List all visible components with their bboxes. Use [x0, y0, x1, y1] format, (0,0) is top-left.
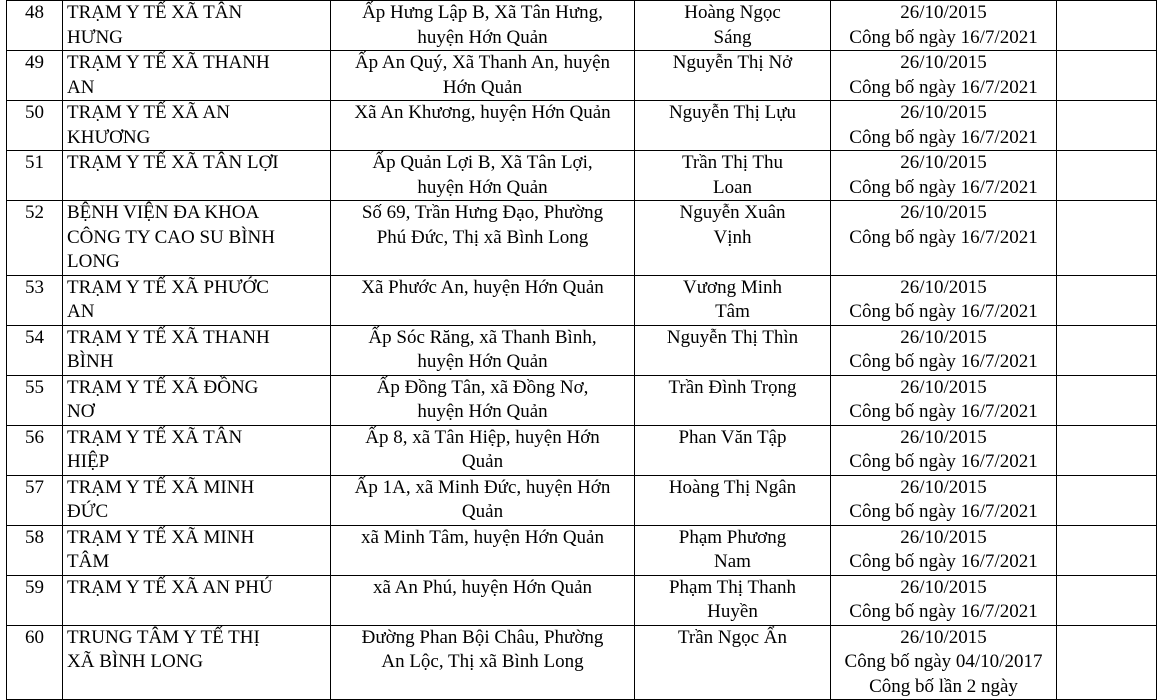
row-number: 51	[7, 151, 63, 201]
announcement-date: 26/10/2015 Công bố ngày 16/7/2021	[831, 275, 1057, 325]
note-cell	[1057, 475, 1157, 525]
person-in-charge: Hoàng Ngọc Sáng	[635, 1, 831, 51]
person-in-charge: Trần Thị Thu Loan	[635, 151, 831, 201]
announcement-date: 26/10/2015 Công bố ngày 16/7/2021	[831, 51, 1057, 101]
note-cell	[1057, 201, 1157, 276]
facility-address: Ấp Đồng Tân, xã Đồng Nơ, huyện Hớn Quản	[331, 375, 635, 425]
note-cell	[1057, 575, 1157, 625]
facility-name: TRẠM Y TẾ XÃ THANH AN	[63, 51, 331, 101]
announcement-date: 26/10/2015 Công bố ngày 16/7/2021	[831, 151, 1057, 201]
person-in-charge: Trần Đình Trọng	[635, 375, 831, 425]
person-in-charge: Nguyễn Thị Nở	[635, 51, 831, 101]
announcement-date: 26/10/2015 Công bố ngày 16/7/2021	[831, 525, 1057, 575]
row-number: 48	[7, 1, 63, 51]
person-in-charge: Phạm Phương Nam	[635, 525, 831, 575]
note-cell	[1057, 375, 1157, 425]
announcement-date: 26/10/2015 Công bố ngày 16/7/2021	[831, 201, 1057, 276]
facility-name: TRẠM Y TẾ XÃ TÂN HƯNG	[63, 1, 331, 51]
row-number: 59	[7, 575, 63, 625]
facility-address: Số 69, Trần Hưng Đạo, Phường Phú Đức, Thị xã Bình Long	[331, 201, 635, 276]
person-in-charge: Phan Văn Tập	[635, 425, 831, 475]
row-number: 52	[7, 201, 63, 276]
person-in-charge: Nguyễn Thị Thìn	[635, 325, 831, 375]
table-row	[7, 375, 1157, 425]
table-row	[7, 51, 1157, 101]
facility-name: TRẠM Y TẾ XÃ ĐỒNG NƠ	[63, 375, 331, 425]
facility-name: TRUNG TÂM Y TẾ THỊ XÃ BÌNH LONG	[63, 625, 331, 700]
person-in-charge: Vương Minh Tâm	[635, 275, 831, 325]
table-row	[7, 151, 1157, 201]
facility-address: Ấp 8, xã Tân Hiệp, huyện Hớn Quản	[331, 425, 635, 475]
facility-table-body	[7, 1, 1157, 700]
facility-address: xã Minh Tâm, huyện Hớn Quản	[331, 525, 635, 575]
row-number: 50	[7, 101, 63, 151]
facility-address: Ấp An Quý, Xã Thanh An, huyện Hớn Quản	[331, 51, 635, 101]
facility-name: TRẠM Y TẾ XÃ MINH ĐỨC	[63, 475, 331, 525]
table-row	[7, 101, 1157, 151]
note-cell	[1057, 275, 1157, 325]
facility-address: Ấp Sóc Răng, xã Thanh Bình, huyện Hớn Quản	[331, 325, 635, 375]
table-row	[7, 625, 1157, 700]
facility-name: TRẠM Y TẾ XÃ MINH TÂM	[63, 525, 331, 575]
row-number: 57	[7, 475, 63, 525]
note-cell	[1057, 425, 1157, 475]
facility-name: BỆNH VIỆN ĐA KHOA CÔNG TY CAO SU BÌNH LONG	[63, 201, 331, 276]
facility-address: Ấp Hưng Lập B, Xã Tân Hưng, huyện Hớn Quản	[331, 1, 635, 51]
table-row	[7, 201, 1157, 276]
note-cell	[1057, 525, 1157, 575]
row-number: 58	[7, 525, 63, 575]
row-number: 56	[7, 425, 63, 475]
row-number: 55	[7, 375, 63, 425]
row-number: 53	[7, 275, 63, 325]
person-in-charge: Nguyễn Xuân Vịnh	[635, 201, 831, 276]
announcement-date: 26/10/2015 Công bố ngày 04/10/2017 Công bố lần 2 ngày	[831, 625, 1057, 700]
facility-address: Xã An Khương, huyện Hớn Quản	[331, 101, 635, 151]
announcement-date: 26/10/2015 Công bố ngày 16/7/2021	[831, 475, 1057, 525]
person-in-charge: Nguyễn Thị Lựu	[635, 101, 831, 151]
facility-table	[6, 0, 1157, 700]
table-row	[7, 425, 1157, 475]
table-row	[7, 525, 1157, 575]
announcement-date: 26/10/2015 Công bố ngày 16/7/2021	[831, 101, 1057, 151]
note-cell	[1057, 625, 1157, 700]
facility-name: TRẠM Y TẾ XÃ THANH BÌNH	[63, 325, 331, 375]
note-cell	[1057, 325, 1157, 375]
facility-address: Ấp Quản Lợi B, Xã Tân Lợi, huyện Hớn Quản	[331, 151, 635, 201]
table-row	[7, 325, 1157, 375]
facility-name: TRẠM Y TẾ XÃ TÂN HIỆP	[63, 425, 331, 475]
note-cell	[1057, 101, 1157, 151]
table-row	[7, 475, 1157, 525]
facility-name: TRẠM Y TẾ XÃ AN KHƯƠNG	[63, 101, 331, 151]
table-row	[7, 1, 1157, 51]
table-row	[7, 575, 1157, 625]
announcement-date: 26/10/2015 Công bố ngày 16/7/2021	[831, 425, 1057, 475]
row-number: 60	[7, 625, 63, 700]
facility-name: TRẠM Y TẾ XÃ AN PHÚ	[63, 575, 331, 625]
facility-name: TRẠM Y TẾ XÃ TÂN LỢI	[63, 151, 331, 201]
note-cell	[1057, 1, 1157, 51]
row-number: 54	[7, 325, 63, 375]
note-cell	[1057, 51, 1157, 101]
row-number: 49	[7, 51, 63, 101]
facility-address: Xã Phước An, huyện Hớn Quản	[331, 275, 635, 325]
facility-address: Đường Phan Bội Châu, Phường An Lộc, Thị xã Bình Long	[331, 625, 635, 700]
facility-address: Ấp 1A, xã Minh Đức, huyện Hớn Quản	[331, 475, 635, 525]
announcement-date: 26/10/2015 Công bố ngày 16/7/2021	[831, 1, 1057, 51]
note-cell	[1057, 151, 1157, 201]
person-in-charge: Phạm Thị Thanh Huyền	[635, 575, 831, 625]
facility-address: xã An Phú, huyện Hớn Quản	[331, 575, 635, 625]
announcement-date: 26/10/2015 Công bố ngày 16/7/2021	[831, 375, 1057, 425]
person-in-charge: Hoàng Thị Ngân	[635, 475, 831, 525]
facility-name: TRẠM Y TẾ XÃ PHƯỚC AN	[63, 275, 331, 325]
announcement-date: 26/10/2015 Công bố ngày 16/7/2021	[831, 325, 1057, 375]
table-row	[7, 275, 1157, 325]
person-in-charge: Trần Ngọc Ẩn	[635, 625, 831, 700]
announcement-date: 26/10/2015 Công bố ngày 16/7/2021	[831, 575, 1057, 625]
